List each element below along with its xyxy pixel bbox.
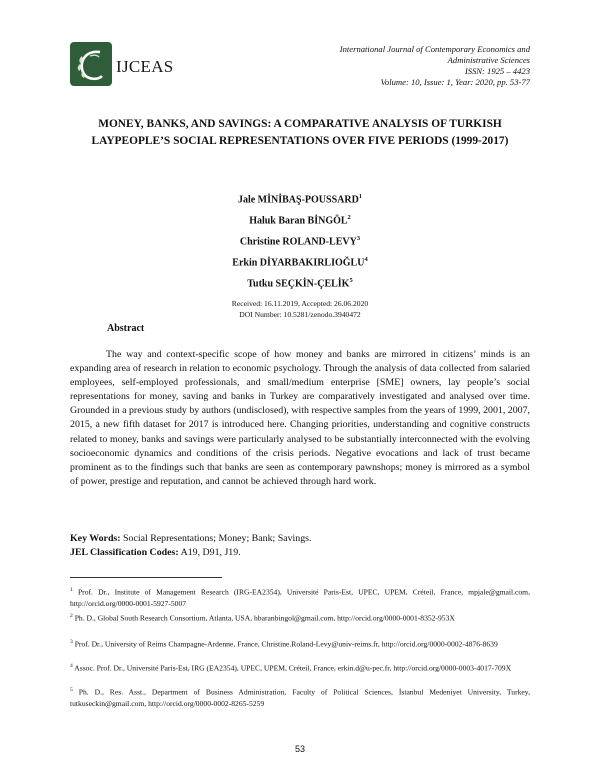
journal-name-line2: Administrative Sciences [447,55,530,65]
footnote-1: $^1$ Prof. Dr., Institute of Management Research (IRG-EA2354), Université Paris-Est, UPEC, UPEM, Créteil, France, mpjale@gmail.com, http://orcid.org/0000-0001-5927-5007 [70,587,530,608]
footnote-4: $^4$ Assoc. Prof. Dr., Université Paris-Est, IRG (EA2354), UPEC, UPEM, Créteil, France, erkin.d@u-pec.fr, http://orcid.org/0000-0003-4017-709X [70,663,512,673]
keywords-value: Social Representations; Money; Bank; Savings. [123,533,312,544]
jel-codes-line [70,547,241,558]
author-1: Jale MİNİBAŞ-POUSSARD$^1$ [237,193,363,206]
footnote-2: $^2$ Ph. D., Global South Research Consortium, Atlanta, USA, hbaranbingol@gmail.com, http://orcid.org/0000-0001-8352-953X [70,613,455,623]
author-2: Haluk Baran BİNGÖL$^2$ [249,214,351,227]
keywords-label: Key Words: [70,533,121,544]
journal-info [270,44,530,88]
footnote-3: $^3$ Prof. Dr., University of Reims Champagne-Ardenne, France, Christine.Roland-Levy@univ-reims.fr, http://orcid.org/0000-0002-4876-8639 [70,639,498,649]
jel-value: A19, D91, J19. [180,547,241,558]
author-5: Tutku SEÇKİN-ÇELİK$^5$ [247,277,353,290]
journal-name-line1: International Journal of Contemporary Economics and [339,44,530,54]
author-3: Christine ROLAND-LEVY$^3$ [239,235,361,248]
footnote-5: $^5$ Ph. D., Res. Asst., Department of Business Administration, Faculty of Political Sciences, İstanbul Medeniyet University, Turkey, tutkuseckin@gmail.com, http://orcid.org/0000-0002-8265-5259 [70,687,530,708]
journal-issn: ISSN: 1925 – 4423 [464,66,530,76]
keywords-line [70,533,311,544]
logo-text: IJCEAS [116,57,174,76]
received-accepted-dates: Received: 16.11.2019, Accepted: 26.06.2020 [231,299,369,308]
author-4: Erkin DİYARBAKIRLIOĞLU$^4$ [232,256,368,269]
jel-label: JEL Classification Codes: [70,547,179,558]
journal-logo [70,42,200,88]
abstract-heading: Abstract [107,323,145,334]
abstract-body: The way and context-specific scope of how money and banks are mirrored in citizens’ minds is an expanding area of research in relation to economic psychology. Through the analysis of data collected from salaried employees, self-employed professionals, and small/medium enterprise [SME] owners, lay people’s social representations for money, saving and banks in Turkey are comparatively investigated and analysed over time. Grounded in a previous study by authors (undisclosed), with respective samples from the years of 1999, 2001, 2007, 2015, a new fifth dataset for 2017 is introduced here. Changing priorities, understanding and cognitive constructs related to money, banks and savings were particularly analysed to be substantially interconnected with the evolving socioeconomic dynamics and conditions of the crisis periods. Negative evocations and lack of trust became prominent as to the findings such that banks are seen as contemporary pawnshops; money is mirrored as a symbol of power, prestige and reputation, and cannot be achieved through hard work. [70,349,530,487]
doi-number: DOI Number: 10.5281/zenodo.3940472 [239,310,361,319]
journal-volume: Volume: 10, Issue: 1, Year: 2020, pp. 53-77 [380,77,530,87]
footnote-divider [70,577,222,578]
paper-title: MONEY, BANKS, AND SAVINGS: A COMPARATIVE ANALYSIS OF TURKISH LAYPEOPLE’S SOCIAL REPRESENTATIONS OVER FIVE PERIODS (1999-2017) [91,118,509,147]
page-number: 53 [294,744,305,754]
laurel-logo-icon [70,42,112,86]
